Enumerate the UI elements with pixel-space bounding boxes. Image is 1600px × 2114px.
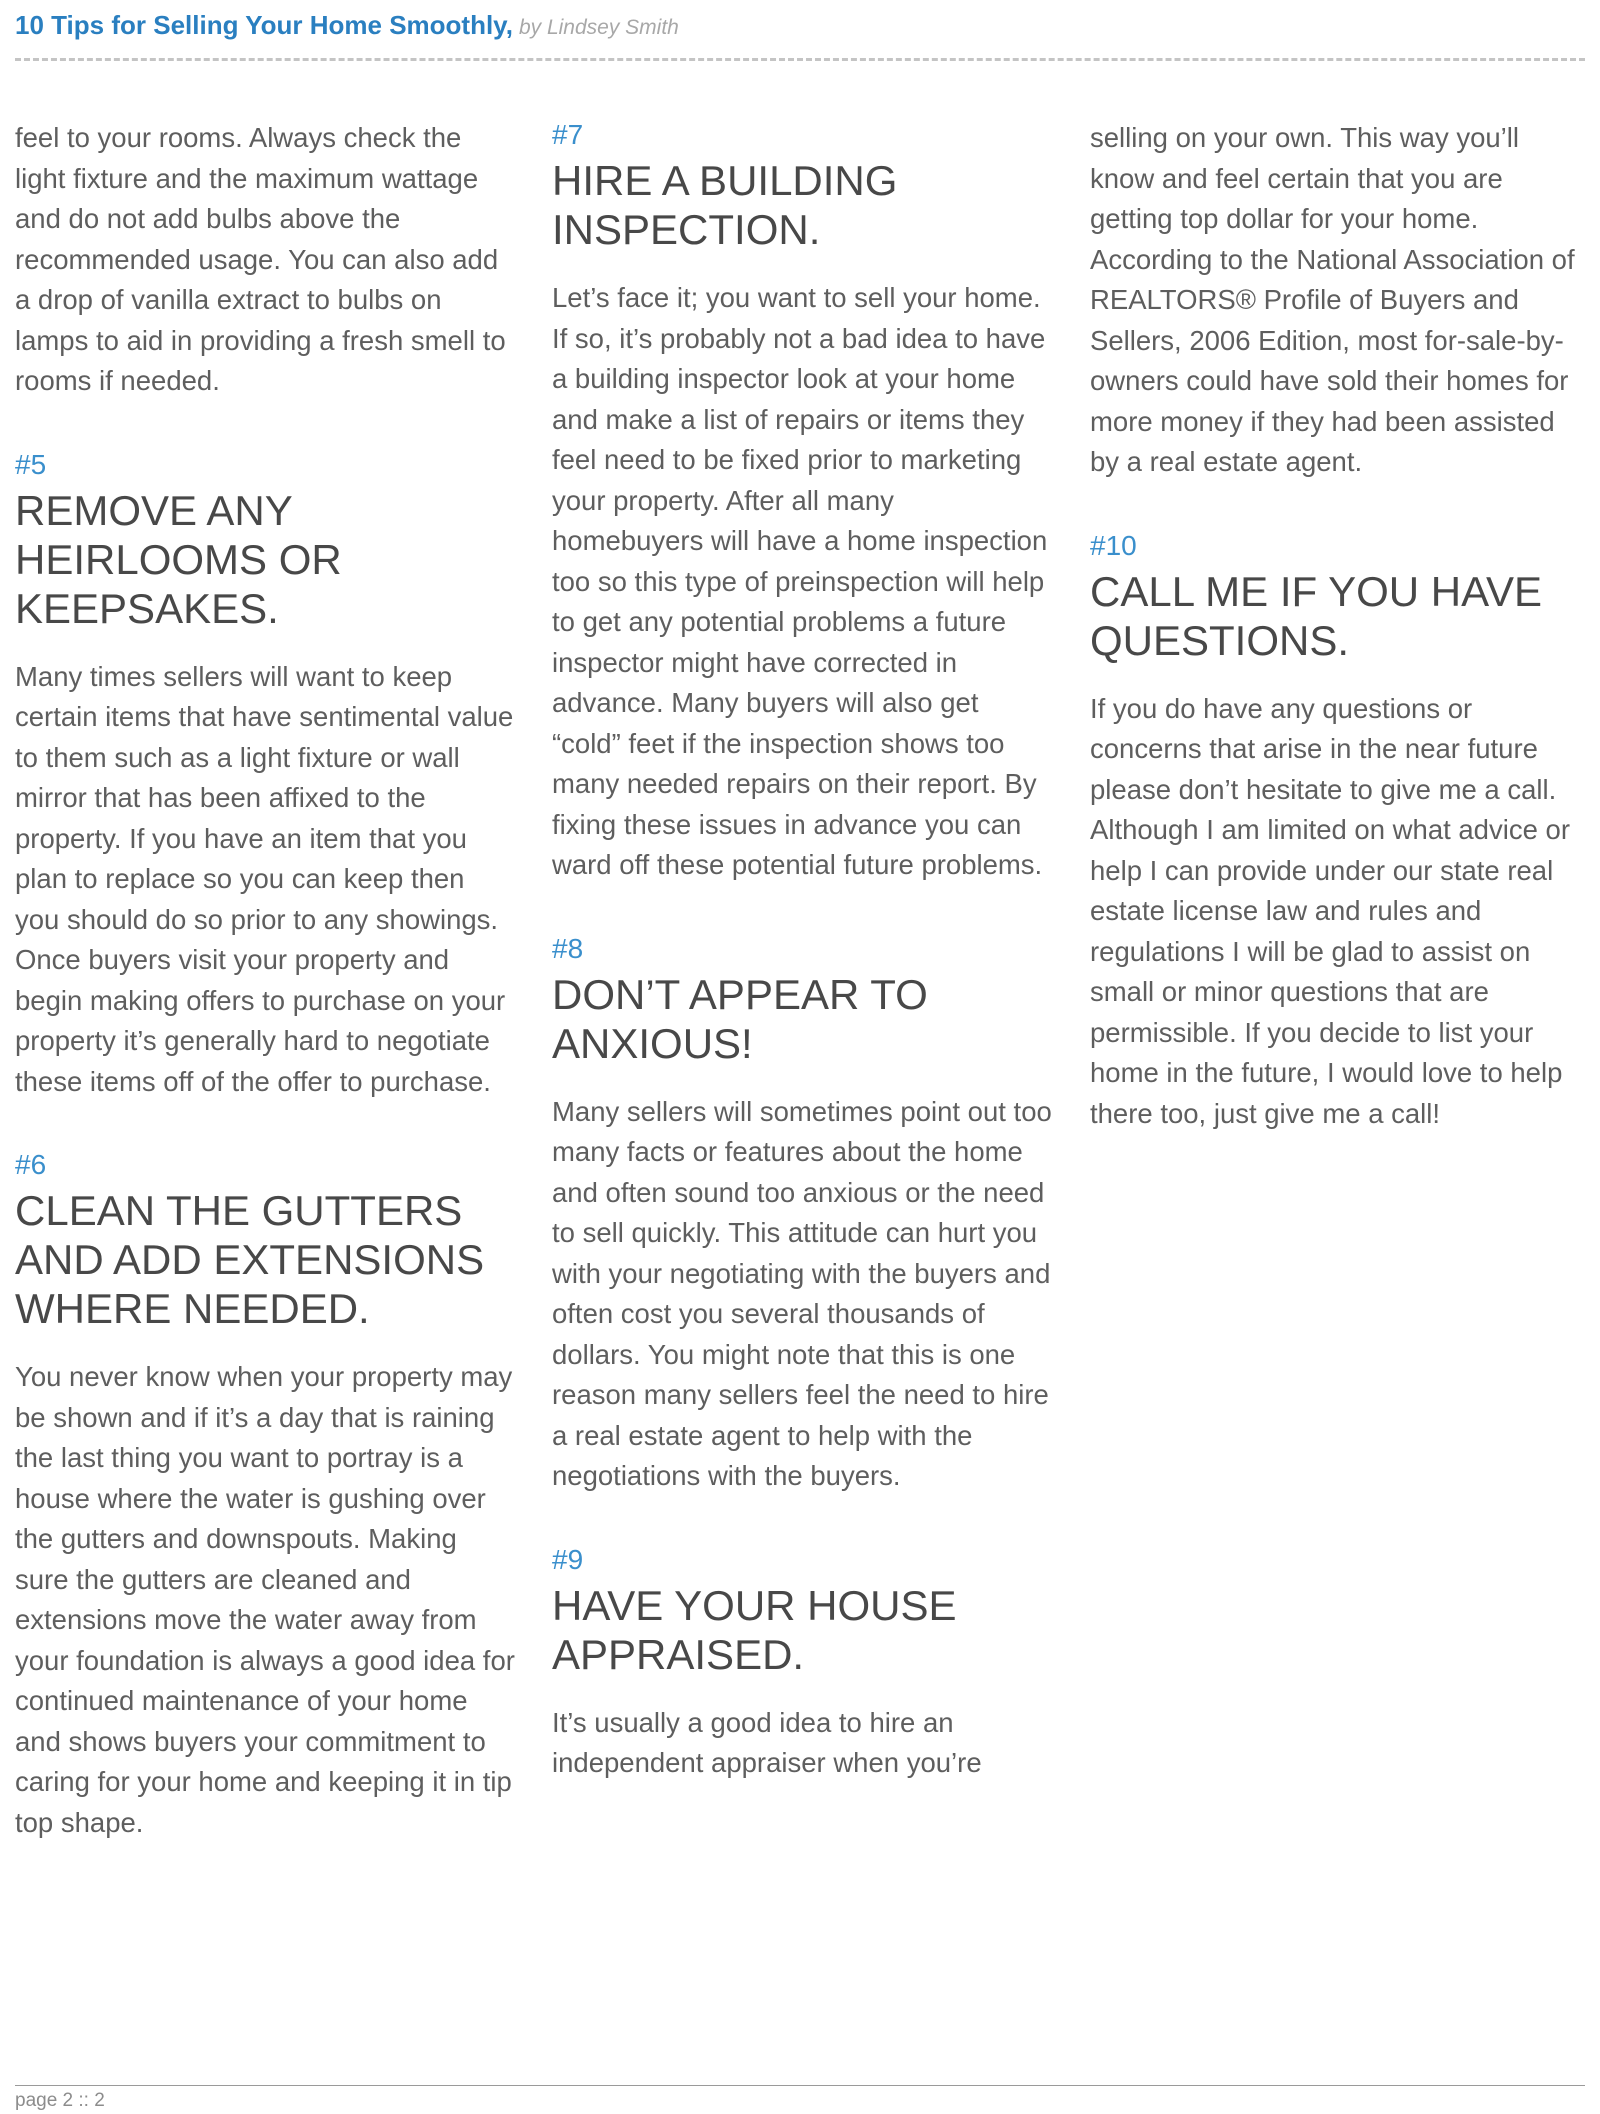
tip-number: #8 (552, 932, 584, 964)
column-3 (1090, 118, 1590, 1134)
tip-heading: HIRE A BUILDING INSPECTION. (552, 157, 898, 253)
intro-continuation (15, 118, 515, 402)
tip-body: It’s usually a good idea to hire an independent appraiser when you’re (552, 1706, 982, 1778)
column-1 (15, 118, 515, 1843)
header-divider (15, 58, 1585, 61)
tip-body: You never know when your property may be shown and if it’s a day that is raining the last thing you want to portray is a house where the water is gushing over the gutters and downspouts. Making sure the gutters are cleaned and extensions move the water away from your foundation is always a good idea for continued maintenance of your home and shows buyers your commitment to caring for your home and keeping it in tip top shape. (15, 1361, 515, 1838)
footer-divider (15, 2085, 1585, 2086)
tip-9 (552, 1543, 1052, 1784)
tip-body: Many sellers will sometimes point out too many facts or features about the home and often sound too anxious or the need to sell quickly. This attitude can hurt you with your negotiating with the buyers and often cost you several thousands of dollars. You might note that this is one reason many sellers feel the need to hire a real estate agent to help with the negotiations with the buyers. (552, 1095, 1052, 1491)
tip-9-continuation (1090, 118, 1590, 483)
tip-number: #6 (15, 1149, 47, 1180)
tip-number: #9 (552, 1543, 584, 1575)
page-number: page 2 :: 2 (15, 2090, 105, 2111)
tip-heading: REMOVE ANY HEIRLOOMS OR KEEPSAKES. (15, 486, 342, 632)
intro-paragraph: selling on your own. This way you’ll know and feel certain that you are getting top dollar for your home. According to the National Association of REALTORS® Profile of Buyers and Sellers, 2006 Edition, most for-sale-by-owners could have sold their homes for more money if they had been assisted by a real estate agent. (1090, 122, 1575, 477)
document-title: 10 Tips for Selling Your Home Smoothly, (15, 10, 513, 40)
author-byline: by Lindsey Smith (518, 16, 679, 39)
tip-body: If you do have any questions or concerns that arise in the near future please don’t hesitate to give me a call. Although I am limited on what advice or help I can provide under our state real estate license law and rules and regulations I will be glad to assist on small or minor questions that are permissible. If you decide to list your home in the future, I would love to help there too, just give me a call! (1090, 692, 1570, 1129)
tip-heading: DON’T APPEAR TO ANXIOUS! (552, 970, 928, 1067)
intro-paragraph: feel to your rooms. Always check the light fixture and the maximum wattage and do not add bulbs above the recommended usage. You can also add a drop of vanilla extract to bulbs on lamps to aid in providing a fresh smell to rooms if needed. (15, 122, 506, 396)
tip-number: #5 (15, 448, 47, 480)
tip-body: Many times sellers will want to keep certain items that have sentimental value to them such as a light fixture or wall mirror that has been affixed to the property. If you have an item that you plan to replace so you can keep then you should do so prior to any showings. Once buyers visit your property and begin making offers to purchase on your property it’s generally hard to negotiate these items off of the offer to purchase. (15, 660, 514, 1097)
tip-7 (552, 118, 1052, 886)
tip-6 (15, 1148, 515, 1843)
tip-10 (1090, 529, 1590, 1135)
tip-5 (15, 448, 515, 1103)
document-header (15, 8, 679, 45)
column-2 (552, 118, 1052, 1784)
tip-8 (552, 932, 1052, 1497)
tip-heading: CALL ME IF YOU HAVE QUESTIONS. (1090, 567, 1543, 664)
tip-heading: CLEAN THE GUTTERS AND ADD EXTENSIONS WHERE NEEDED. (15, 1187, 485, 1332)
tip-number: #7 (552, 119, 584, 150)
tip-number: #10 (1090, 529, 1137, 561)
tip-body: Let’s face it; you want to sell your home. If so, it’s probably not a bad idea to have a building inspector look at your home and make a list of repairs or items they feel need to be fixed prior to marketing your property. After all many homebuyers will have a home inspection too so this type of preinspection will help to get any potential problems a future inspector might have corrected in advance. Many buyers will also get “cold” feet if the inspection shows too many needed repairs on their report. By fixing these issues in advance you can ward off these potential future problems. (552, 282, 1048, 880)
tip-heading: HAVE YOUR HOUSE APPRAISED. (552, 1581, 957, 1678)
